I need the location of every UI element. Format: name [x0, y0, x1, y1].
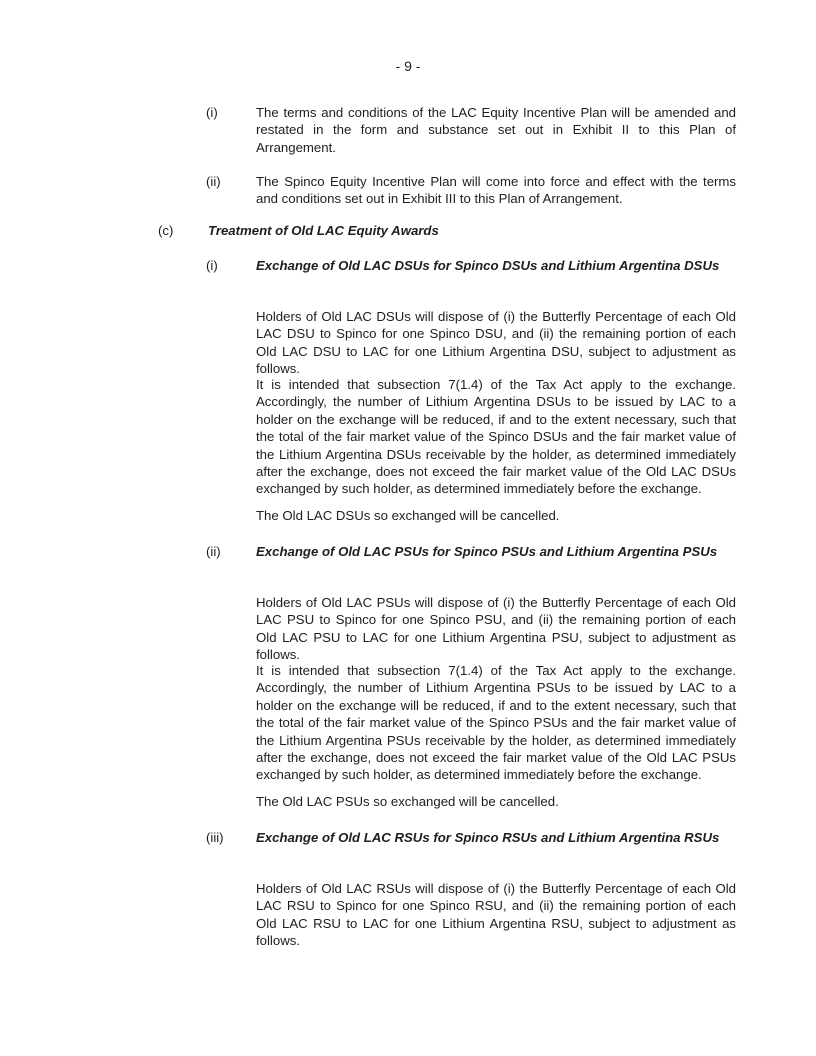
paragraph: It is intended that subsection 7(1.4) of the Tax Act apply to the exchange. Accordingly, the number of Lithium Argentina DSUs to be issued by LAC to a holder on the exchange will be reduced, if and to the extent necessary, such that the total of the fair market value of the Spinco DSUs and the fair market value of the Lithium Argentina DSUs receivable by the holder, as determined immediately after the exchange, does not exceed the fair market value of the Old LAC DSUs exchanged by such holder, as determined immediately before the exchange.: [256, 377, 736, 497]
subsection-label: (i): [206, 258, 218, 273]
paragraph: The Old LAC DSUs so exchanged will be cancelled.: [256, 508, 560, 523]
page-number: - 9 -: [395, 58, 421, 74]
subsection-title: Exchange of Old LAC RSUs for Spinco RSUs and Lithium Argentina RSUs: [256, 830, 720, 845]
paragraph: The Old LAC PSUs so exchanged will be cancelled.: [256, 794, 559, 809]
section-label: (c): [158, 223, 174, 238]
paragraph: Holders of Old LAC DSUs will dispose of (i) the Butterfly Percentage of each Old LAC DSU to Spinco for one Spinco DSU, and (ii) the remaining portion of each Old LAC DSU to LAC for one Lithium Argentina DSU, subject to adjustment as follows.: [256, 309, 736, 377]
subsection-title: Exchange of Old LAC DSUs for Spinco DSUs and Lithium Argentina DSUs: [256, 258, 720, 273]
subsection-label: (ii): [206, 544, 221, 559]
list-item-label: (i): [206, 105, 218, 120]
paragraph: Holders of Old LAC PSUs will dispose of (i) the Butterfly Percentage of each Old LAC PSU to Spinco for one Spinco PSU, and (ii) the remaining portion of each Old LAC PSU to LAC for one Lithium Argentina PSU, subject to adjustment as follows.: [256, 595, 736, 663]
list-item-text: The Spinco Equity Incentive Plan will come into force and effect with the terms and conditions set out in Exhibit III to this Plan of Arrangement.: [256, 174, 736, 207]
subsection-title: Exchange of Old LAC PSUs for Spinco PSUs and Lithium Argentina PSUs: [256, 544, 718, 559]
paragraph: Holders of Old LAC RSUs will dispose of (i) the Butterfly Percentage of each Old LAC RSU to Spinco for one Spinco RSU, and (ii) the remaining portion of each Old LAC RSU to LAC for one Lithium Argentina RSU, subject to adjustment as follows.: [256, 881, 736, 949]
subsection-label: (iii): [206, 830, 224, 845]
paragraph: It is intended that subsection 7(1.4) of the Tax Act apply to the exchange. Accordingly, the number of Lithium Argentina PSUs to be issued by LAC to a holder on the exchange will be reduced, if and to the extent necessary, such that the total of the fair market value of the Spinco PSUs and the fair market value of the Lithium Argentina PSUs receivable by the holder, as determined immediately after the exchange, does not exceed the fair market value of the Old LAC PSUs exchanged by such holder, as determined immediately before the exchange.: [256, 663, 736, 783]
list-item-label: (ii): [206, 174, 221, 189]
list-item-text: The terms and conditions of the LAC Equity Incentive Plan will be amended and restated in the form and substance set out in Exhibit II to this Plan of Arrangement.: [256, 105, 736, 155]
section-title: Treatment of Old LAC Equity Awards: [208, 223, 439, 238]
